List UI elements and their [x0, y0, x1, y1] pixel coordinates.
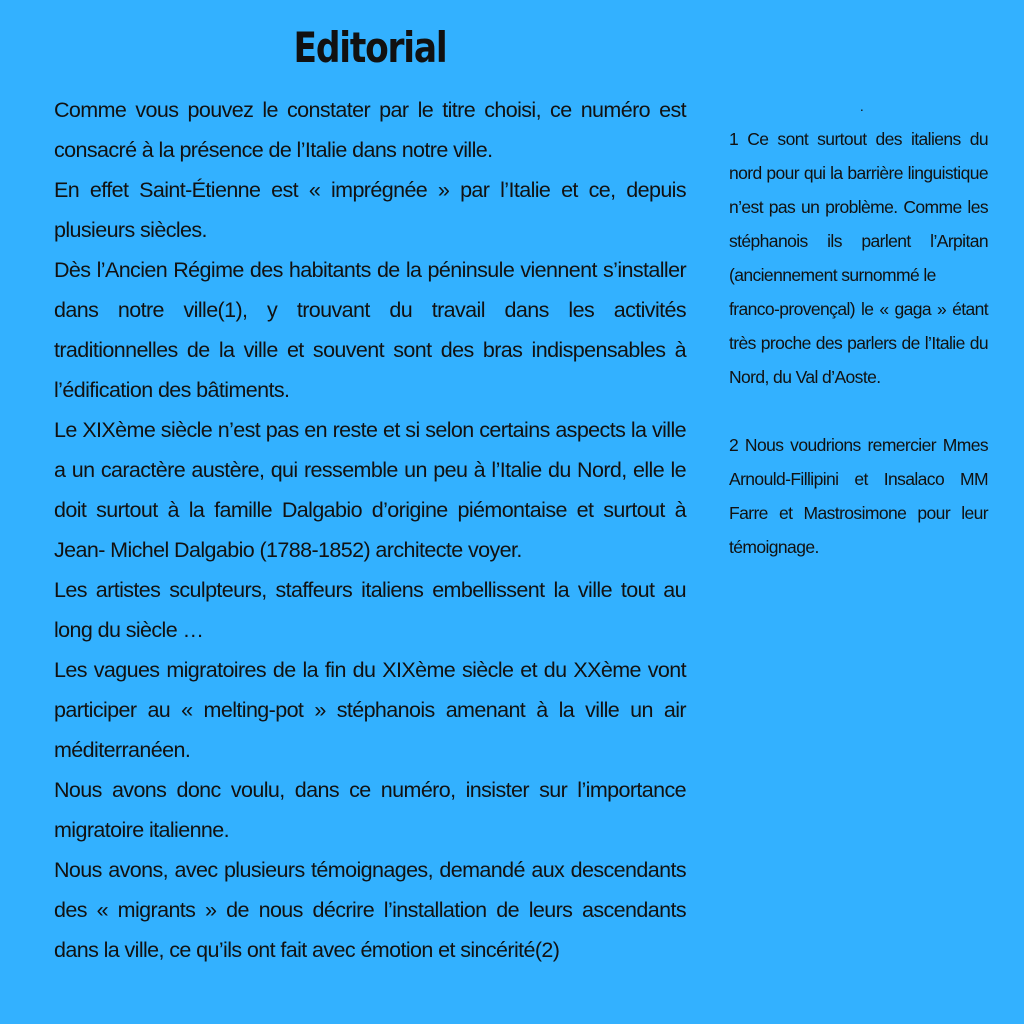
paragraph: Comme vous pouvez le constater par le titre choisi, ce numéro est consacré à la présence de l’Italie dans notre ville.	[54, 98, 686, 162]
paragraph: Dès l’Ancien Régime des habitants de la péninsule viennent s’installer dans notre ville(1), y trouvant du travail dans les activités traditionnelles de la ville et souvent sont des bras indispensables à l’édification des bâtiments.	[54, 258, 686, 402]
paragraph: Les artistes sculpteurs, staffeurs italiens embellissent la ville tout au long du siècle …	[54, 578, 686, 642]
paragraph: En effet Saint-Étienne est « imprégnée » par l’Italie et ce, depuis plusieurs siècles.	[54, 178, 686, 242]
paragraph: Nous avons donc voulu, dans ce numéro, insister sur l’importance migratoire italienne.	[54, 778, 686, 842]
editorial-body	[54, 90, 686, 970]
paragraph: Nous avons, avec plusieurs témoignages, demandé aux descendants des « migrants » de nous décrire l’installation de leurs ascendants dans la ville, ce qu’ils ont fait avec émotion et sincérité(2)	[54, 858, 686, 962]
paragraph: Le XIXème siècle n’est pas en reste et si selon certains aspects la ville a un caractère austère, qui ressemble un peu à l’Italie du Nord, elle le doit surtout à la famille Dalgabio d’origine piémontaise et surtout à Jean- Michel Dalgabio (1788-1852) architecte voyer.	[54, 418, 686, 562]
footnotes-column	[729, 96, 988, 564]
footnote-spacer	[729, 394, 988, 428]
paragraph: Les vagues migratoires de la fin du XIXème siècle et du XXème vont participer au « melting-pot » stéphanois amenant à la ville un air méditerranéen.	[54, 658, 686, 762]
footnote-1-continued: franco-provençal) le « gaga » étant très proche des parlers de l’Italie du Nord, du Val d’Aoste.	[729, 299, 988, 387]
footnote-marker: .	[859, 98, 864, 114]
footnote-1: 1 Ce sont surtout des italiens du nord pour qui la barrière linguistique n’est pas un problème. Comme les stéphanois ils parlent l’Arpitan (anciennement surnommé le	[729, 129, 988, 285]
footnote-2: 2 Nous voudrions remercier Mmes Arnould-Fillipini et Insalaco MM Farre et Mastrosimone pour leur témoignage.	[729, 435, 988, 557]
editorial-title: Editorial	[293, 23, 447, 72]
